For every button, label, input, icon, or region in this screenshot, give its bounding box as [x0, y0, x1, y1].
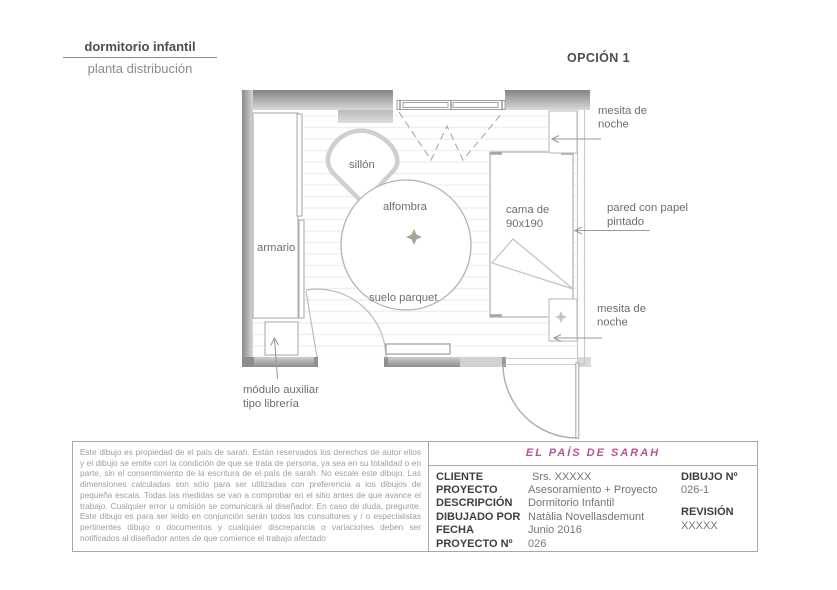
disclaimer-text: Este dibujo es propiedad de el país de sarah. Están reservados los derechos de autor ellos y el dibujo se emite con la condición de que se trata de persona, ya sea en su totalidad o en parte, sin el consentimiento de la escritura de el país de sarah. No escale este dibujo. Las dimensiones calculadas son sólo para ser utilizadas con preferencia a los dibujos de pequeña escala. Todas las medidas se van a comprobar en el sitio antes de que avance el trabajo. Cualquier error u omisión se comunicará al diseñador. En caso de duda, pregunte. Este dibujo es para ser leido en conjunción serán todos los consultores y / o especialistas pertinentes dibujo o documentos y cualquier discrepancia o variaciones deben ser notificados al diseñador antes de que comience el trabajo afectado [73, 442, 429, 551]
drawing-no-value: 026-1 [681, 483, 710, 496]
auxiliary-module [265, 322, 298, 355]
nightstand-bottom [549, 299, 577, 341]
radiator-shelf [386, 344, 450, 354]
sheet-footer [72, 441, 758, 552]
label-wardrobe: armario [257, 242, 296, 254]
label-bed-2: 90x190 [506, 218, 544, 230]
field-value: Srs. XXXXX [532, 470, 592, 483]
nightstand-top [549, 111, 577, 153]
label-rug: alfombra [383, 201, 427, 213]
label-module-1: módulo auxiliar [243, 384, 319, 396]
field-label: CLIENTE [436, 470, 484, 483]
label-wallpaper-1: pared con papel [607, 202, 689, 214]
field-label: PROYECTO Nº [436, 537, 513, 550]
label-nightstand-top-1: mesita de [598, 105, 647, 117]
revision-value: XXXXX [681, 519, 718, 532]
field-value: Natàlia Novellasdemunt [528, 510, 645, 523]
page-title: dormitorio infantil [63, 39, 217, 58]
field-row-proyecto-no [436, 538, 757, 551]
revision-label: REVISIÓN [681, 506, 734, 519]
label-nightstand-bottom-1: mesita de [597, 303, 646, 315]
label-bed-1: cama de [506, 204, 550, 216]
studio-logo: EL PAÍS DE SARAH [429, 442, 757, 466]
field-value: Asesoramiento + Proyecto [528, 483, 658, 496]
title-block [429, 442, 757, 551]
field-label: PROYECTO [436, 483, 498, 496]
rug [341, 180, 471, 310]
option-label: OPCIÓN 1 [567, 51, 630, 65]
field-label: FECHA [436, 524, 474, 537]
sheet-title-block [63, 39, 217, 76]
wardrobe [253, 113, 304, 318]
field-label: DESCRIPCIÓN [436, 497, 513, 510]
field-value: 026 [528, 537, 547, 550]
drawing-number-column [681, 471, 738, 534]
field-label: DIBUJADO POR [436, 510, 521, 523]
label-wallpaper-2: pintado [607, 216, 645, 228]
bed [490, 152, 573, 317]
floor-plan-svg [225, 80, 700, 440]
drawing-no-label: DIBUJO Nº [681, 470, 738, 483]
page-subtitle: planta distribución [87, 61, 193, 76]
title-block-fields [429, 466, 757, 551]
label-nightstand-top-2: noche [598, 118, 629, 131]
wallpaper-wall [578, 110, 586, 365]
label-nightstand-bottom-2: noche [597, 316, 628, 329]
field-value: Dormitorio Infantil [528, 497, 615, 510]
label-module-2: tipo librería [243, 398, 299, 410]
entry-door [503, 363, 579, 438]
label-armchair: sillón [349, 159, 375, 171]
field-value: Junio 2016 [528, 524, 582, 537]
label-floor: suelo parquet [369, 292, 438, 304]
